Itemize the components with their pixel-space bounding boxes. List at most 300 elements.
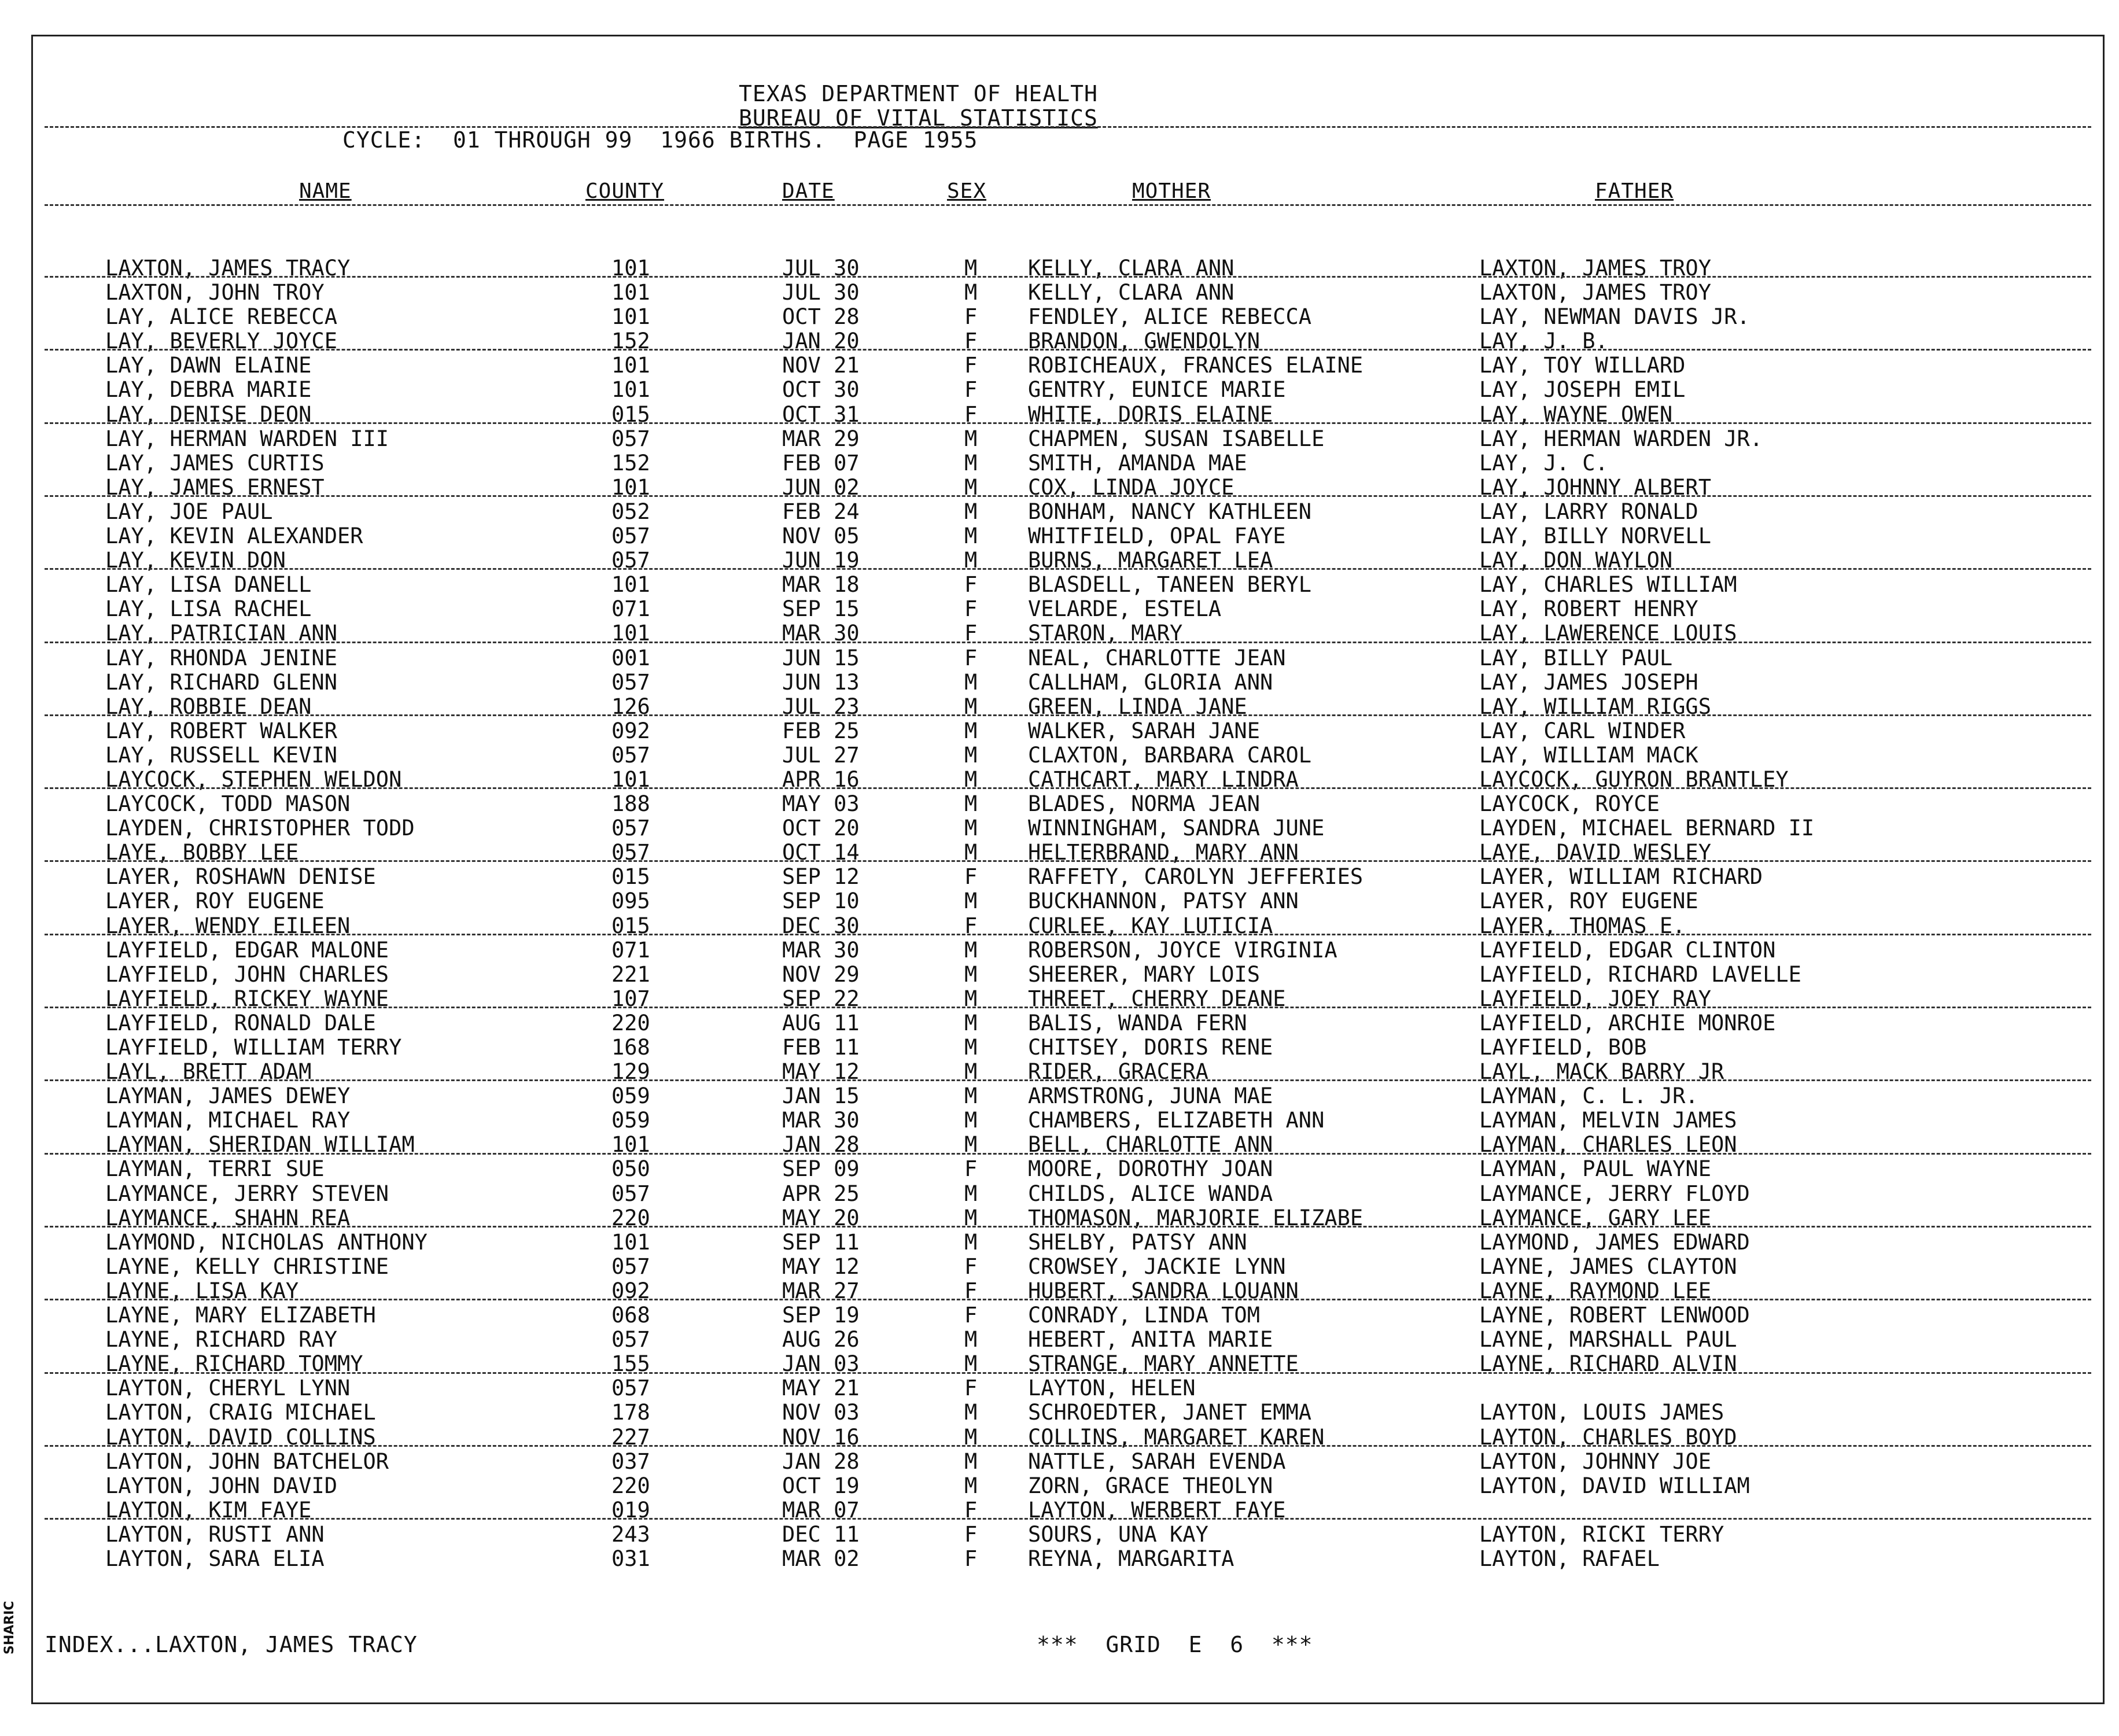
cell-sex: M (964, 1205, 978, 1230)
cell-sex: F (964, 1376, 978, 1401)
document-page (31, 35, 2105, 1704)
cell-father: LAYL, MACK BARRY JR (1479, 1059, 1724, 1085)
cell-sex: M (964, 669, 978, 695)
cell-date: MAR 18 (782, 572, 860, 598)
table-row (33, 865, 2103, 889)
cell-date: MAR 30 (782, 937, 860, 963)
table-row (33, 500, 2103, 524)
cell-county: 101 (611, 474, 650, 500)
cell-name: LAY, JAMES CURTIS (105, 450, 325, 476)
cell-father: LAYMAN, MELVIN JAMES (1479, 1108, 1737, 1133)
cell-father: LAYFIELD, EDGAR CLINTON (1479, 937, 1776, 963)
cell-sex: M (964, 499, 978, 524)
divider (45, 349, 2091, 351)
cell-father: LAYER, WILLIAM RICHARD (1479, 864, 1763, 890)
divider (45, 1079, 2091, 1081)
table-row (33, 524, 2103, 548)
table-row (33, 1011, 2103, 1035)
cell-sex: M (964, 986, 978, 1011)
cell-sex: F (964, 304, 978, 330)
cell-mother: FENDLEY, ALICE REBECCA (1028, 304, 1312, 330)
cell-sex: M (964, 1083, 978, 1109)
cell-father: LAYTON, RICKI TERRY (1479, 1521, 1724, 1547)
cell-county: 057 (611, 548, 650, 573)
cell-date: NOV 16 (782, 1424, 860, 1450)
cell-name: LAYER, WENDY EILEEN (105, 913, 351, 938)
cell-date: FEB 11 (782, 1035, 860, 1060)
cell-county: 101 (611, 256, 650, 281)
divider (45, 1372, 2091, 1374)
cell-name: LAXTON, JAMES TRACY (105, 256, 351, 281)
cell-county: 057 (611, 1376, 650, 1401)
cell-father: LAYFIELD, RICHARD LAVELLE (1479, 961, 1801, 987)
cell-county: 057 (611, 524, 650, 549)
cell-sex: F (964, 621, 978, 646)
cell-father: LAY, WAYNE OWEN (1479, 401, 1673, 427)
divider (45, 787, 2091, 789)
cell-father: LAYTON, LOUIS JAMES (1479, 1400, 1724, 1425)
cell-name: LAY, LISA DANELL (105, 572, 312, 598)
cell-father: LAYMANCE, JERRY FLOYD (1479, 1181, 1750, 1206)
cell-date: AUG 26 (782, 1327, 860, 1352)
cell-county: 101 (611, 766, 650, 792)
table-row (33, 816, 2103, 841)
cell-sex: M (964, 426, 978, 451)
cell-sex: M (964, 961, 978, 987)
cell-name: LAYFIELD, RONALD DALE (105, 1010, 376, 1035)
cell-county: 220 (611, 1010, 650, 1035)
cell-father: LAYNE, MARSHALL PAUL (1479, 1327, 1737, 1352)
cell-sex: M (964, 1108, 978, 1133)
cell-county: 068 (611, 1303, 650, 1328)
cell-sex: F (964, 864, 978, 890)
cell-county: 057 (611, 742, 650, 768)
divider (45, 568, 2091, 570)
cell-mother: BLASDELL, TANEEN BERYL (1028, 572, 1312, 598)
cell-father: LAYER, ROY EUGENE (1479, 889, 1698, 914)
cell-county: 001 (611, 645, 650, 670)
col-father-header: FATHER (1595, 179, 1674, 203)
cell-father: LAY, J. C. (1479, 450, 1608, 476)
cell-county: 101 (611, 377, 650, 403)
cell-county: 188 (611, 791, 650, 817)
cell-name: LAYCOCK, TODD MASON (105, 791, 351, 817)
cell-county: 050 (611, 1156, 650, 1182)
divider (45, 1518, 2091, 1520)
cell-county: 057 (611, 816, 650, 841)
cell-mother: SHEERER, MARY LOIS (1028, 961, 1260, 987)
cell-name: LAYTON, JOHN DAVID (105, 1473, 337, 1498)
cell-county: 031 (611, 1546, 650, 1571)
cell-name: LAYFIELD, EDGAR MALONE (105, 937, 389, 963)
cell-mother: RAFFETY, CAROLYN JEFFERIES (1028, 864, 1363, 890)
cell-county: 095 (611, 889, 650, 914)
table-row (33, 1255, 2103, 1279)
table-row (33, 573, 2103, 597)
cell-name: LAYTON, RUSTI ANN (105, 1521, 325, 1547)
cell-county: 015 (611, 913, 650, 938)
cell-county: 057 (611, 1254, 650, 1279)
cell-mother: CURLEE, KAY LUTICIA (1028, 913, 1273, 938)
cell-date: FEB 24 (782, 499, 860, 524)
cell-mother: RIDER, GRACERA (1028, 1059, 1208, 1085)
header-subtitle: BUREAU OF VITAL STATISTICS (739, 105, 1098, 131)
records-table (33, 256, 2103, 1571)
cell-name: LAYTON, SARA ELIA (105, 1546, 325, 1571)
table-row (33, 305, 2103, 329)
cell-date: MAR 07 (782, 1497, 860, 1523)
cell-name: LAYTON, CHERYL LYNN (105, 1376, 351, 1401)
cell-mother: BELL, CHARLOTTE ANN (1028, 1132, 1273, 1158)
cell-sex: F (964, 329, 978, 354)
cell-sex: M (964, 1010, 978, 1035)
cell-name: LAYMAN, JAMES DEWEY (105, 1083, 351, 1109)
cell-mother: COLLINS, MARGARET KAREN (1028, 1424, 1325, 1450)
cell-date: OCT 20 (782, 816, 860, 841)
cell-mother: NEAL, CHARLOTTE JEAN (1028, 645, 1286, 670)
table-row (33, 451, 2103, 476)
cell-county: 107 (611, 986, 650, 1011)
cell-mother: SMITH, AMANDA MAE (1028, 450, 1247, 476)
table-row (33, 1547, 2103, 1571)
cell-date: NOV 03 (782, 1400, 860, 1425)
cell-mother: SCHROEDTER, JANET EMMA (1028, 1400, 1312, 1425)
cell-father: LAYTON, DAVID WILLIAM (1479, 1473, 1750, 1498)
cell-father: LAY, ROBERT HENRY (1479, 596, 1698, 622)
cell-mother: COX, LINDA JOYCE (1028, 474, 1234, 500)
divider (45, 276, 2091, 278)
cell-father: LAY, CARL WINDER (1479, 718, 1686, 743)
cell-date: MAR 27 (782, 1278, 860, 1303)
divider (45, 1007, 2091, 1008)
cell-sex: M (964, 474, 978, 500)
cell-name: LAY, DENISE DEON (105, 401, 312, 427)
cell-county: 101 (611, 353, 650, 378)
cell-name: LAYMAN, SHERIDAN WILLIAM (105, 1132, 415, 1158)
table-row (33, 1523, 2103, 1547)
cell-name: LAYCOCK, STEPHEN WELDON (105, 766, 402, 792)
cell-name: LAYNE, KELLY CHRISTINE (105, 1254, 389, 1279)
cell-sex: M (964, 1181, 978, 1206)
cell-date: SEP 15 (782, 596, 860, 622)
cell-date: FEB 25 (782, 718, 860, 743)
cell-sex: M (964, 1424, 978, 1450)
cell-name: LAY, DAWN ELAINE (105, 353, 312, 378)
cell-date: AUG 11 (782, 1010, 860, 1035)
cell-mother: REYNA, MARGARITA (1028, 1546, 1234, 1571)
cell-father: LAY, LAWERENCE LOUIS (1479, 621, 1737, 646)
cell-father: LAY, WILLIAM RIGGS (1479, 694, 1711, 719)
divider (45, 934, 2091, 935)
cell-mother: CHILDS, ALICE WANDA (1028, 1181, 1273, 1206)
cell-date: MAY 12 (782, 1059, 860, 1085)
cell-mother: GENTRY, EUNICE MARIE (1028, 377, 1286, 403)
cell-name: LAYTON, KIM FAYE (105, 1497, 312, 1523)
table-row (33, 353, 2103, 378)
cell-date: JUL 27 (782, 742, 860, 768)
cell-name: LAYL, BRETT ADAM (105, 1059, 312, 1085)
cell-mother: CONRADY, LINDA TOM (1028, 1303, 1260, 1328)
cell-name: LAY, RUSSELL KEVIN (105, 742, 337, 768)
table-row (33, 1450, 2103, 1474)
divider (45, 642, 2091, 643)
cell-father: LAY, WILLIAM MACK (1479, 742, 1698, 768)
cell-sex: M (964, 889, 978, 914)
cell-county: 126 (611, 694, 650, 719)
cell-county: 168 (611, 1035, 650, 1060)
cell-sex: F (964, 1303, 978, 1328)
header-title: TEXAS DEPARTMENT OF HEALTH (739, 81, 1098, 106)
cell-name: LAY, RHONDA JENINE (105, 645, 337, 670)
cell-name: LAY, HERMAN WARDEN III (105, 426, 389, 451)
cell-father: LAYFIELD, JOEY RAY (1479, 986, 1711, 1011)
cell-mother: SOURS, UNA KAY (1028, 1521, 1208, 1547)
cell-county: 152 (611, 329, 650, 354)
cell-date: FEB 07 (782, 450, 860, 476)
cell-sex: M (964, 694, 978, 719)
cell-mother: HEBERT, ANITA MARIE (1028, 1327, 1273, 1352)
cell-county: 092 (611, 718, 650, 743)
cell-sex: F (964, 645, 978, 670)
cell-county: 071 (611, 937, 650, 963)
divider (45, 714, 2091, 716)
cell-father: LAYMAN, C. L. JR. (1479, 1083, 1698, 1109)
cell-name: LAYMAN, TERRI SUE (105, 1156, 325, 1182)
cell-mother: CHITSEY, DORIS RENE (1028, 1035, 1273, 1060)
cell-name: LAY, ROBERT WALKER (105, 718, 337, 743)
cell-name: LAY, JOE PAUL (105, 499, 273, 524)
cell-father: LAY, CHARLES WILLIAM (1479, 572, 1737, 598)
cell-county: 101 (611, 621, 650, 646)
cell-name: LAY, RICHARD GLENN (105, 669, 337, 695)
cell-name: LAY, KEVIN ALEXANDER (105, 524, 363, 549)
cell-father: LAY, BILLY NORVELL (1479, 524, 1711, 549)
cell-father: LAYNE, RAYMOND LEE (1479, 1278, 1711, 1303)
cell-name: LAYFIELD, RICKEY WAYNE (105, 986, 389, 1011)
cell-mother: CATHCART, MARY LINDRA (1028, 766, 1299, 792)
cell-sex: M (964, 256, 978, 281)
cell-sex: M (964, 1327, 978, 1352)
cell-mother: ROBICHEAUX, FRANCES ELAINE (1028, 353, 1363, 378)
cell-sex: M (964, 1059, 978, 1085)
cell-father: LAYTON, JOHNNY JOE (1479, 1448, 1711, 1474)
cell-name: LAYNE, MARY ELIZABETH (105, 1303, 376, 1328)
cell-date: SEP 09 (782, 1156, 860, 1182)
cell-sex: M (964, 450, 978, 476)
cell-county: 155 (611, 1351, 650, 1377)
cell-sex: M (964, 816, 978, 841)
cell-name: LAY, KEVIN DON (105, 548, 286, 573)
cell-sex: M (964, 1132, 978, 1158)
cell-sex: M (964, 1229, 978, 1255)
cell-date: OCT 14 (782, 840, 860, 865)
table-row (33, 963, 2103, 987)
cell-father: LAY, LARRY RONALD (1479, 499, 1698, 524)
cell-sex: F (964, 572, 978, 598)
cell-mother: WHITFIELD, OPAL FAYE (1028, 524, 1286, 549)
cell-sex: M (964, 937, 978, 963)
cell-father: LAYMAN, CHARLES LEON (1479, 1132, 1737, 1158)
cell-sex: M (964, 1035, 978, 1060)
cell-father: LAY, HERMAN WARDEN JR. (1479, 426, 1763, 451)
cell-father: LAYMANCE, GARY LEE (1479, 1205, 1711, 1230)
cell-mother: BONHAM, NANCY KATHLEEN (1028, 499, 1312, 524)
col-date-header: DATE (782, 179, 835, 203)
cell-name: LAYFIELD, JOHN CHARLES (105, 961, 389, 987)
cell-mother: BUCKHANNON, PATSY ANN (1028, 889, 1299, 914)
cell-sex: F (964, 377, 978, 403)
cell-mother: CLAXTON, BARBARA CAROL (1028, 742, 1312, 768)
cell-sex: F (964, 353, 978, 378)
table-row (33, 378, 2103, 402)
cell-county: 101 (611, 304, 650, 330)
index-line: INDEX...LAXTON, JAMES TRACY (45, 1632, 418, 1657)
cell-county: 220 (611, 1205, 650, 1230)
cell-sex: F (964, 1254, 978, 1279)
cell-date: JAN 20 (782, 329, 860, 354)
cell-mother: THOMASON, MARJORIE ELIZABE (1028, 1205, 1363, 1230)
cell-date: SEP 12 (782, 864, 860, 890)
cell-father: LAY, JOSEPH EMIL (1479, 377, 1686, 403)
cell-county: 057 (611, 669, 650, 695)
cell-mother: HELTERBRAND, MARY ANN (1028, 840, 1299, 865)
cell-sex: M (964, 1448, 978, 1474)
cell-county: 071 (611, 596, 650, 622)
cell-sex: F (964, 913, 978, 938)
cell-father: LAYTON, CHARLES BOYD (1479, 1424, 1737, 1450)
cell-county: 015 (611, 401, 650, 427)
cell-mother: MOORE, DOROTHY JOAN (1028, 1156, 1273, 1182)
cell-date: SEP 22 (782, 986, 860, 1011)
cell-county: 052 (611, 499, 650, 524)
grid-label: *** GRID E 6 *** (1037, 1632, 1313, 1657)
cell-date: JAN 15 (782, 1083, 860, 1109)
cell-name: LAYMANCE, JERRY STEVEN (105, 1181, 389, 1206)
cell-county: 015 (611, 864, 650, 890)
col-mother-header: MOTHER (1132, 179, 1211, 203)
cell-county: 152 (611, 450, 650, 476)
divider (45, 1153, 2091, 1155)
col-county-header: COUNTY (585, 179, 665, 203)
cell-date: MAY 20 (782, 1205, 860, 1230)
cell-county: 220 (611, 1473, 650, 1498)
cell-mother: ARMSTRONG, JUNA MAE (1028, 1083, 1273, 1109)
cell-mother: CALLHAM, GLORIA ANN (1028, 669, 1273, 695)
cell-mother: CHAPMEN, SUSAN ISABELLE (1028, 426, 1325, 451)
cell-date: JUL 30 (782, 256, 860, 281)
table-row (33, 743, 2103, 768)
cell-mother: WINNINGHAM, SANDRA JUNE (1028, 816, 1325, 841)
table-row (33, 427, 2103, 451)
table-row (33, 281, 2103, 305)
cell-date: JUN 02 (782, 474, 860, 500)
cell-date: DEC 30 (782, 913, 860, 938)
divider (45, 1445, 2091, 1447)
cell-mother: LAYTON, HELEN (1028, 1376, 1196, 1401)
table-row (33, 1230, 2103, 1255)
cell-mother: WALKER, SARAH JANE (1028, 718, 1260, 743)
cell-name: LAYMOND, NICHOLAS ANTHONY (105, 1229, 428, 1255)
cell-name: LAYMAN, MICHAEL RAY (105, 1108, 351, 1133)
cell-sex: M (964, 1473, 978, 1498)
cell-date: MAY 03 (782, 791, 860, 817)
cell-mother: BURNS, MARGARET LEA (1028, 548, 1273, 573)
cell-mother: BLADES, NORMA JEAN (1028, 791, 1260, 817)
table-row (33, 1182, 2103, 1206)
cell-father: LAXTON, JAMES TROY (1479, 280, 1711, 305)
divider (45, 1299, 2091, 1300)
cell-sex: M (964, 742, 978, 768)
cell-county: 019 (611, 1497, 650, 1523)
cell-mother: ZORN, GRACE THEOLYN (1028, 1473, 1273, 1498)
cell-date: MAY 21 (782, 1376, 860, 1401)
cell-sex: M (964, 791, 978, 817)
cell-date: OCT 28 (782, 304, 860, 330)
cell-mother: WHITE, DORIS ELAINE (1028, 401, 1273, 427)
cell-date: JAN 03 (782, 1351, 860, 1377)
cell-name: LAY, ROBBIE DEAN (105, 694, 312, 719)
cell-father: LAY, NEWMAN DAVIS JR. (1479, 304, 1750, 330)
cell-date: SEP 10 (782, 889, 860, 914)
cell-mother: BALIS, WANDA FERN (1028, 1010, 1247, 1035)
divider (45, 204, 2091, 206)
cell-sex: F (964, 1521, 978, 1547)
cell-mother: KELLY, CLARA ANN (1028, 256, 1234, 281)
table-row (33, 1376, 2103, 1400)
cell-date: NOV 29 (782, 961, 860, 987)
cell-county: 057 (611, 1327, 650, 1352)
cell-father: LAYTON, RAFAEL (1479, 1546, 1660, 1571)
cell-mother: SHELBY, PATSY ANN (1028, 1229, 1247, 1255)
cell-mother: BRANDON, GWENDOLYN (1028, 329, 1260, 354)
cell-name: LAYER, ROSHAWN DENISE (105, 864, 376, 890)
cell-name: LAY, LISA RACHEL (105, 596, 312, 622)
cell-father: LAYMOND, JAMES EDWARD (1479, 1229, 1750, 1255)
table-row (33, 1400, 2103, 1425)
cell-father: LAXTON, JAMES TROY (1479, 256, 1711, 281)
cell-father: LAYNE, ROBERT LENWOOD (1479, 1303, 1750, 1328)
cell-date: MAR 30 (782, 621, 860, 646)
cell-name: LAYNE, RICHARD RAY (105, 1327, 337, 1352)
table-row (33, 719, 2103, 743)
col-name-header: NAME (299, 179, 352, 203)
cell-sex: F (964, 1497, 978, 1523)
cell-date: JUN 15 (782, 645, 860, 670)
cell-father: LAY, J. B. (1479, 329, 1608, 354)
cell-name: LAYNE, RICHARD TOMMY (105, 1351, 363, 1377)
cell-sex: M (964, 718, 978, 743)
cell-county: 092 (611, 1278, 650, 1303)
cell-mother: CHAMBERS, ELIZABETH ANN (1028, 1108, 1325, 1133)
cell-mother: NATTLE, SARAH EVENDA (1028, 1448, 1286, 1474)
cell-date: JUN 19 (782, 548, 860, 573)
cycle-line: CYCLE: 01 THROUGH 99 1966 BIRTHS. PAGE 1955 (342, 127, 978, 153)
table-row (33, 1474, 2103, 1498)
divider (45, 860, 2091, 862)
cell-county: 057 (611, 1181, 650, 1206)
cell-date: MAR 02 (782, 1546, 860, 1571)
cell-mother: THREET, CHERRY DEANE (1028, 986, 1286, 1011)
cell-date: NOV 05 (782, 524, 860, 549)
cell-date: DEC 11 (782, 1521, 860, 1547)
cell-sex: M (964, 548, 978, 573)
table-row (33, 1035, 2103, 1060)
divider (45, 495, 2091, 497)
divider (45, 1226, 2091, 1228)
table-row (33, 1157, 2103, 1181)
cell-county: 129 (611, 1059, 650, 1085)
cell-date: SEP 19 (782, 1303, 860, 1328)
